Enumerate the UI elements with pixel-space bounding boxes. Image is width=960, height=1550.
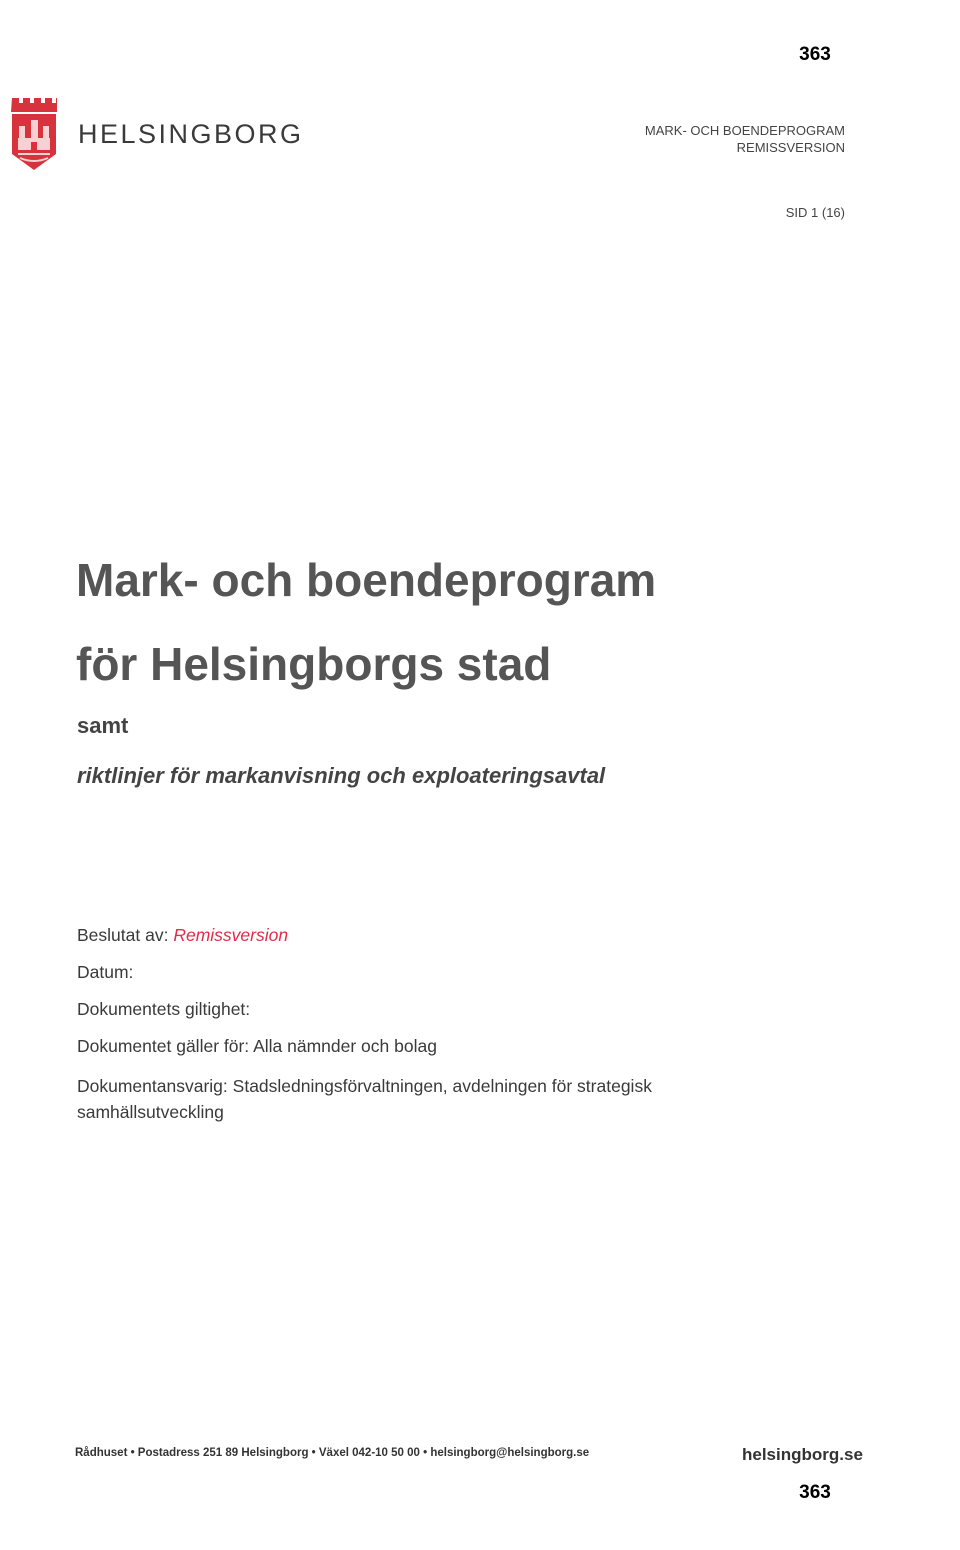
header-program-label: MARK- OCH BOENDEPROGRAM	[644, 123, 845, 138]
datum-label: Datum:	[77, 962, 134, 982]
meta-beslutat	[77, 925, 737, 946]
logo	[10, 96, 304, 172]
page-indicator: SID 1 (16)	[785, 205, 845, 220]
page-number-top: 363	[799, 44, 831, 65]
footer-address: Rådhuset • Postadress 251 89 Helsingborg • Växel 042-10 50 00 • helsingborg@helsingborg.se	[75, 1447, 590, 1459]
title-line-1: Mark- och boendeprogram	[76, 554, 657, 606]
title-line-2: för Helsingborgs stad	[76, 638, 552, 690]
samt-text: samt	[77, 713, 129, 738]
meta-giltighet	[77, 999, 737, 1020]
galler-value: Alla nämnder och bolag	[253, 1036, 437, 1056]
ansvarig-label: Dokumentansvarig:	[77, 1076, 228, 1096]
ansvarig-value: Stadsledningsförvaltningen, avdelningen för strategisk samhällsutveckling	[77, 1076, 652, 1122]
header-version-label: REMISSVERSION	[736, 140, 845, 155]
document-subtitle: riktlinjer för markanvisning och exploateringsavtal	[77, 763, 606, 788]
logo-text: HELSINGBORG	[78, 118, 304, 149]
meta-galler	[77, 1036, 737, 1057]
document-header	[645, 122, 845, 156]
page-number-bottom: 363	[799, 1482, 831, 1503]
giltighet-label: Dokumentets giltighet:	[77, 999, 251, 1019]
helsingborg-coat-of-arms-icon	[10, 96, 58, 172]
meta-ansvarig	[77, 1073, 737, 1125]
meta-datum	[77, 962, 737, 983]
document-title	[76, 538, 656, 706]
footer-website-link[interactable]: helsingborg.se	[742, 1445, 863, 1464]
document-metadata	[77, 925, 737, 1141]
galler-label: Dokumentet gäller för:	[77, 1036, 250, 1056]
beslutat-label: Beslutat av:	[77, 925, 169, 945]
beslutat-value: Remissversion	[173, 925, 289, 945]
